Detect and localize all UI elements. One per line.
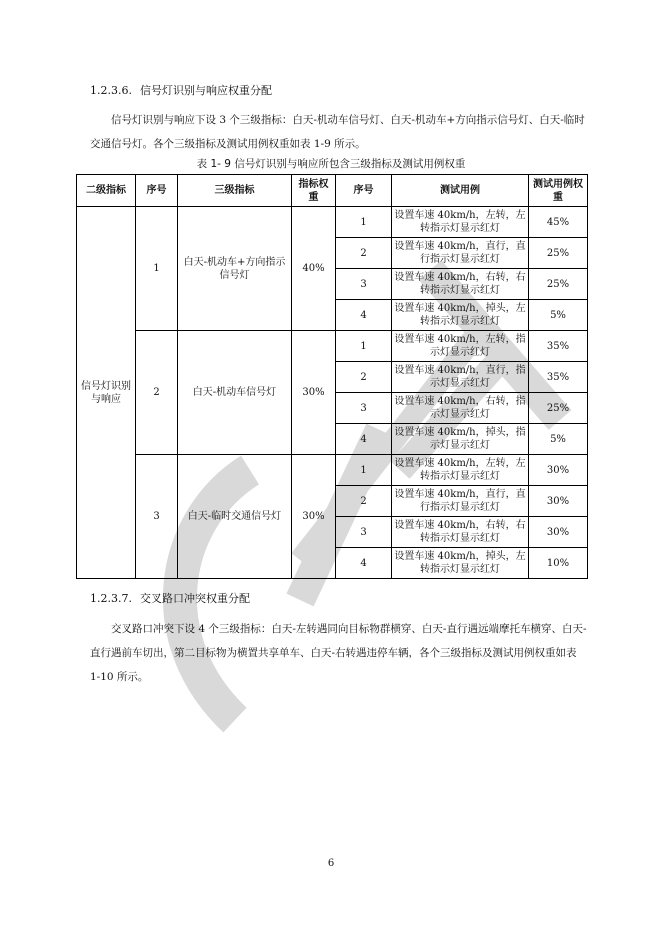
indicator-weight-cell: 40% (292, 207, 336, 331)
header-case-no: 序号 (336, 175, 392, 207)
section-heading-1237 (90, 590, 250, 606)
section-2-paragraph: 交叉路口冲突下设 4 个三级指标：白天-左转遇同向目标物群横穿、白天-直行遇远端摩托车横穿、白天-直行遇前车切出，第二目标物为横置共享单车、白天-右转遇违停车辆，各个三级指标及测试用例权重如表 1-10 所示。 (90, 623, 587, 683)
case-number-cell: 3 (336, 517, 392, 548)
header-weight: 指标权重 (292, 175, 336, 207)
group-number-cell: 2 (136, 331, 178, 455)
level2-indicator-cell: 信号灯识别与响应 (77, 207, 136, 579)
test-case-cell: 设置车速 40km/h，直行，指示灯显示红灯 (392, 362, 529, 393)
test-case-cell: 设置车速 40km/h，右转，右转指示灯显示红灯 (392, 517, 529, 548)
header-no: 序号 (136, 175, 178, 207)
level3-indicator-cell: 白天-临时交通信号灯 (178, 455, 292, 579)
group-number-cell: 1 (136, 207, 178, 331)
case-number-cell: 1 (336, 455, 392, 486)
case-weight-cell: 5% (529, 424, 588, 455)
test-case-cell: 设置车速 40km/h，掉头，左转指示灯显示红灯 (392, 548, 529, 579)
table-header-row (77, 175, 588, 207)
case-weight-cell: 25% (529, 238, 588, 269)
table-row (77, 455, 588, 486)
table-caption: 表 1- 9 信号灯识别与响应所包含三级指标及测试用例权重 (196, 158, 466, 170)
case-number-cell: 4 (336, 300, 392, 331)
indicator-weight-cell: 30% (292, 331, 336, 455)
case-number-cell: 3 (336, 269, 392, 300)
header-case-weight: 测试用例权重 (529, 175, 588, 207)
test-case-cell: 设置车速 40km/h，右转，右转指示灯显示红灯 (392, 269, 529, 300)
section-1-paragraph: 信号灯识别与响应下设 3 个三级指标：白天-机动车信号灯、白天-机动车+方向指示信号灯、白天-临时交通信号灯。各个三级指标及测试用例权重如表 1-9 所示。 (90, 114, 585, 150)
case-number-cell: 2 (336, 238, 392, 269)
case-weight-cell: 25% (529, 393, 588, 424)
header-level3: 三级指标 (178, 175, 292, 207)
table-row (77, 207, 588, 238)
section-title: 交叉路口冲突权重分配 (139, 592, 250, 605)
test-case-cell: 设置车速 40km/h，直行，直行指示灯显示红灯 (392, 238, 529, 269)
section-number: 1.2.3.7. (90, 592, 132, 605)
case-weight-cell: 10% (529, 548, 588, 579)
table-body (77, 207, 588, 579)
case-number-cell: 4 (336, 424, 392, 455)
case-number-cell: 1 (336, 331, 392, 362)
level3-indicator-cell: 白天-机动车+方向指示信号灯 (178, 207, 292, 331)
case-number-cell: 2 (336, 362, 392, 393)
case-weight-cell: 35% (529, 362, 588, 393)
indicator-weight-cell: 30% (292, 455, 336, 579)
case-weight-cell: 5% (529, 300, 588, 331)
test-case-cell: 设置车速 40km/h，左转，左转指示灯显示红灯 (392, 207, 529, 238)
case-weight-cell: 35% (529, 331, 588, 362)
case-number-cell: 1 (336, 207, 392, 238)
case-weight-cell: 25% (529, 269, 588, 300)
page-number: 6 (327, 858, 335, 869)
section-number: 1.2.3.6. (90, 84, 132, 97)
case-number-cell: 2 (336, 486, 392, 517)
test-case-cell: 设置车速 40km/h，右转，指示灯显示红灯 (392, 393, 529, 424)
case-number-cell: 4 (336, 548, 392, 579)
header-level2: 二级指标 (77, 175, 136, 207)
group-number-cell: 3 (136, 455, 178, 579)
test-case-cell: 设置车速 40km/h，掉头，左转指示灯显示红灯 (392, 300, 529, 331)
test-case-cell: 设置车速 40km/h，掉头，指示灯显示红灯 (392, 424, 529, 455)
test-case-cell: 设置车速 40km/h，左转，左转指示灯显示红灯 (392, 455, 529, 486)
case-weight-cell: 30% (529, 517, 588, 548)
test-case-cell: 设置车速 40km/h，左转，指示灯显示红灯 (392, 331, 529, 362)
table-row (77, 331, 588, 362)
test-case-cell: 设置车速 40km/h，直行，直行指示灯显示红灯 (392, 486, 529, 517)
case-number-cell: 3 (336, 393, 392, 424)
level3-indicator-cell: 白天-机动车信号灯 (178, 331, 292, 455)
header-case: 测试用例 (392, 175, 529, 207)
section-title: 信号灯识别与响应权重分配 (139, 84, 272, 97)
case-weight-cell: 45% (529, 207, 588, 238)
weights-table (76, 174, 588, 579)
case-weight-cell: 30% (529, 455, 588, 486)
case-weight-cell: 30% (529, 486, 588, 517)
section-heading-1236 (90, 82, 272, 98)
